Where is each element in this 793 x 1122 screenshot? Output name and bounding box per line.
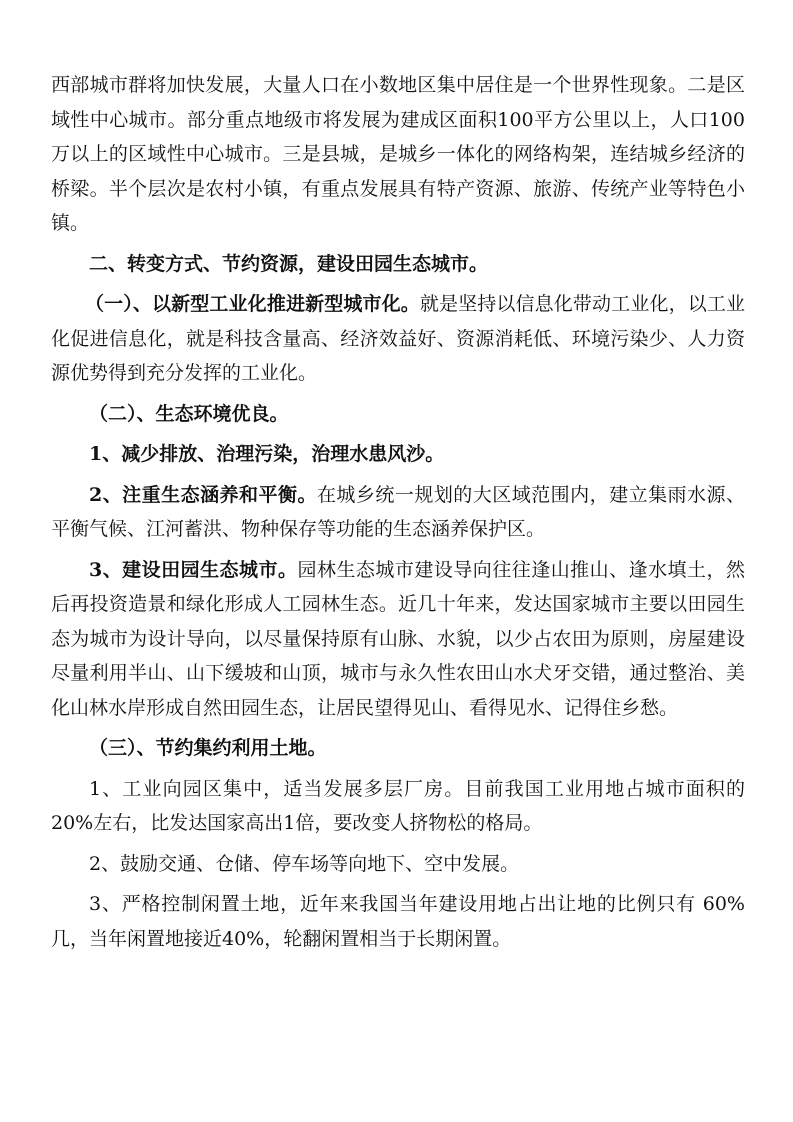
document-page — [51, 68, 745, 956]
paragraph-city-tiers: 西部城市群将加快发展，大量人口在小数地区集中居住是一个世界性现象。二是区域性中心城市。部分重点地级市将发展为建成区面积100平方公里以上，人口100万以上的区域性中心城市。三是县城，是城乡一体化的网络构架，连结城乡经济的桥梁。半个层次是农村小镇，有重点发展具有特产资源、旅游、传统产业等特色小镇。 — [51, 74, 745, 234]
item-ecological-balance-text: 在城乡统一规划的大区域范围内，建立集雨水源、平衡气候、江河蓄洪、物种保存等功能的生态涵养保护区。 — [51, 483, 745, 540]
subheading-new-industrialization: （一）、以新型工业化推进新型城市化。 — [85, 293, 420, 315]
item-ecological-balance-title: 2、注重生态涵养和平衡。 — [89, 483, 317, 506]
paragraph-industrial-parks: 1、工业向园区集中，适当发展多层厂房。目前我国工业用地占城市面积的20%左右，比发达国家高出1倍，要改变人挤物松的格局。 — [51, 777, 745, 834]
paragraph-new-industrialization — [51, 287, 745, 391]
item-reduce-emissions: 1、减少排放、治理污染，治理水患风沙。 — [89, 443, 445, 465]
paragraph-underground-development: 2、鼓励交通、仓储、停车场等向地下、空中发展。 — [89, 852, 520, 875]
paragraph-garden-city — [51, 553, 745, 726]
subheading-land-use: （三）、节约集约利用土地。 — [89, 737, 327, 759]
paragraph-new-industrialization-text: 就是坚持以信息化带动工业化，以工业化促进信息化，就是科技含量高、经济效益好、资源消耗低、环境污染少、人力资源优势得到充分发挥的工业化。 — [51, 293, 745, 384]
subheading-ecology: （二）、生态环境优良。 — [89, 402, 289, 425]
section-heading-2: 二、转变方式、节约资源，建设田园生态城市。 — [89, 252, 489, 275]
paragraph-ecological-balance — [51, 478, 745, 547]
paragraph-idle-land: 3、严格控制闲置土地，近年来我国当年建设用地占出让地的比例只有 60%几，当年闲置地接近40%，轮翻闲置相当于长期闲置。 — [51, 893, 745, 950]
item-garden-city-text: 园林生态城市建设导向往往逢山推山、逢水填土，然后再投资造景和绿化形成人工园林生态。近几十年来，发达国家城市主要以田园生态为城市为设计导向，以尽量保持原有山脉、水貌，以少占农田为原则，房屋建设尽量利用半山、山下缓坡和山顶，城市与永久性农田山水犬牙交错，通过整治、美化山林水岸形成自然田园生态，让居民望得见山、看得见水、记得住乡愁。 — [51, 558, 745, 719]
item-garden-city-title: 3、建设田园生态城市。 — [89, 558, 298, 581]
